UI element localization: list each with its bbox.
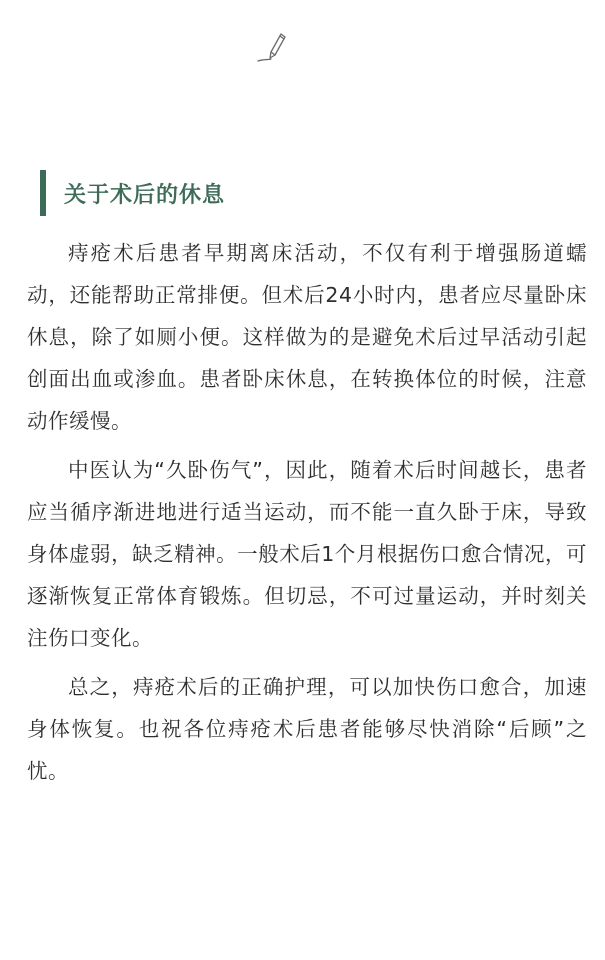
section-heading xyxy=(40,168,225,218)
paragraph-rest-period: 痔疮术后患者早期离床活动，不仅有利于增强肠道蠕动，还能帮助正常排便。但术后24小时内，患者应尽量卧床休息，除了如厕小便。这样做为的是避免术后过早活动引起创面出血或渗血。患者卧床休息，在转换体位的时候，注意动作缓慢。 xyxy=(27,241,587,433)
article-body xyxy=(27,232,587,792)
paragraph-conclusion: 总之，痔疮术后的正确护理，可以加快伤口愈合，加速身体恢复。也祝各位痔疮术后患者能够尽快消除“后顾”之忧。 xyxy=(27,675,587,783)
paragraph-exercise: 中医认为“久卧伤气”，因此，随着术后时间越长，患者应当循序渐进地进行适当运动，而不能一直久卧于床，导致身体虚弱，缺乏精神。一般术后1个月根据伤口愈合情况，可逐渐恢复正常体育锻炼。但切忌，不可过量运动，并时刻关注伤口变化。 xyxy=(27,458,587,650)
heading-accent-bar xyxy=(40,170,46,216)
pen-icon xyxy=(256,30,296,66)
heading-title: 关于术后的休息 xyxy=(64,182,226,208)
